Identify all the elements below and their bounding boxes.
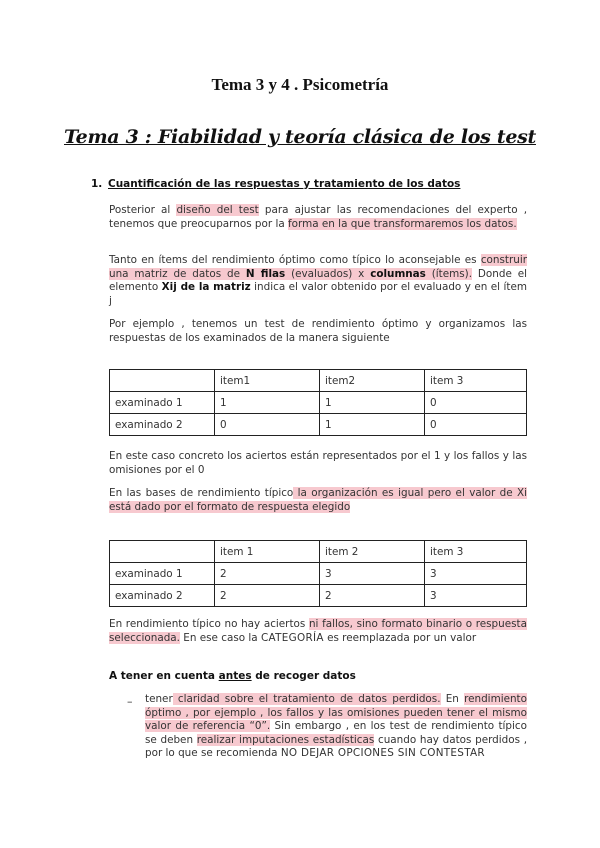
p2-bold-columns: columnas [370, 267, 426, 280]
table-cell: examinado 2 [110, 414, 215, 436]
p2-hl-text-a: construir una matriz de datos de [109, 254, 527, 280]
table-row [110, 585, 527, 607]
p1-highlight-b: forma en la que transformaremos los datos. [288, 217, 517, 230]
p6-text-a: En rendimiento típico no hay aciertos [109, 618, 309, 630]
p1-highlight-a: diseño del test [176, 204, 259, 216]
paragraph-2 [109, 254, 527, 308]
table-cell: 1 [320, 392, 425, 414]
table-cell: item 3 [425, 370, 527, 392]
bullet-text-c: Sin embargo , en los test de rendimiento típico se deben [145, 720, 527, 746]
paragraph-1 [109, 204, 527, 231]
table-cell: 0 [425, 414, 527, 436]
table-cell: 3 [320, 563, 425, 585]
p6-highlight: ni fallos, sino formato binario o respuesta seleccionada. [109, 618, 527, 644]
bullet-highlight-c: realizar imputaciones estadísticas [196, 733, 375, 746]
p2-text-b: Donde el elemento [109, 267, 527, 294]
subsection-text-b: de recoger datos [251, 670, 356, 682]
p5-text: En las bases de rendimiento típico [109, 487, 294, 499]
section-number: 1. [91, 178, 103, 190]
table-cell: item1 [215, 370, 320, 392]
table-cell [110, 541, 215, 563]
p2-bold-matrix: Xij de la matriz [161, 281, 251, 294]
table-cell: item 3 [425, 541, 527, 563]
table-cell: 2 [215, 563, 320, 585]
table-row [110, 370, 527, 392]
p2-hl-text-c: (ítems). [425, 267, 473, 280]
table-cell: item2 [320, 370, 425, 392]
p2-text-a: Tanto en ítems del rendimiento óptimo como típico lo aconsejable es [109, 254, 481, 266]
p2-text-c: indica el valor obtenido por el evaluado y en el ítem j [109, 281, 527, 307]
table-cell: examinado 2 [110, 585, 215, 607]
table-row [110, 563, 527, 585]
table-cell: 0 [425, 392, 527, 414]
table-cell: 3 [425, 585, 527, 607]
paragraph-3: Por ejemplo , tenemos un test de rendimiento óptimo y organizamos las respuestas de los examinados de la manera siguiente [109, 318, 527, 344]
p6-text-b: En ese caso la [179, 631, 261, 644]
subsection-underlined: antes [218, 670, 252, 682]
p2-hl-text-b: (evaluados) x [285, 267, 371, 280]
p6-text-c: es reemplazada por un valor [323, 631, 477, 644]
p1-text-a: Posterior al [109, 204, 177, 216]
table-cell: item 2 [320, 541, 425, 563]
response-table-1 [109, 369, 527, 436]
bullet-text-d: cuando hay datos perdidos , por lo que se recomienda [145, 733, 528, 760]
table-cell: 3 [425, 563, 527, 585]
bullet-highlight-a: claridad sobre el tratamiento de datos perdidos. [172, 693, 441, 705]
document-subtitle: Tema 3 : Fiabilidad y teoría clásica de los test [64, 126, 536, 148]
p2-bold-rows: N filas [245, 267, 286, 280]
bullet-text-a: tener [145, 693, 173, 705]
section-heading [91, 178, 460, 190]
subsection-heading [109, 670, 356, 682]
table-cell: examinado 1 [110, 563, 215, 585]
bullet-text-b: En [440, 693, 465, 705]
table-cell: 2 [320, 585, 425, 607]
table-cell: 2 [215, 585, 320, 607]
table-cell: 1 [320, 414, 425, 436]
p5-highlight: la organización es igual pero el valor de Xi está dado por el formato de respuesta elegido [109, 487, 527, 513]
bullet-smallcaps: NO DEJAR OPCIONES SIN CONTESTAR [280, 747, 485, 760]
table-cell: 1 [215, 392, 320, 414]
table-row [110, 392, 527, 414]
bullet-paragraph [145, 693, 527, 761]
table-cell [110, 370, 215, 392]
bullet-dash-icon: – [127, 695, 133, 708]
table-cell: item 1 [215, 541, 320, 563]
table-cell: 0 [215, 414, 320, 436]
table-cell: examinado 1 [110, 392, 215, 414]
paragraph-4: En este caso concreto los aciertos están representados por el 1 y los fallos y las omisiones por el 0 [109, 450, 527, 476]
table-row [110, 414, 527, 436]
paragraph-6 [109, 618, 527, 645]
p6-category: CATEGORÍA [260, 631, 324, 644]
subsection-text-a: A tener en cuenta [109, 670, 219, 682]
document-title: Tema 3 y 4 . Psicometría [211, 75, 389, 94]
response-table-2 [109, 540, 527, 607]
paragraph-5 [109, 487, 527, 514]
p1-text-b: para ajustar las recomendaciones del experto , tenemos que preocuparnos por la [109, 204, 527, 230]
table-row [110, 541, 527, 563]
section-title: Cuantificación de las respuestas y tratamiento de los datos [108, 178, 461, 190]
bullet-highlight-b: rendimiento óptimo , por ejemplo , los fallos y las omisiones pueden tener el mismo valor de referencia “0”. [145, 693, 527, 733]
